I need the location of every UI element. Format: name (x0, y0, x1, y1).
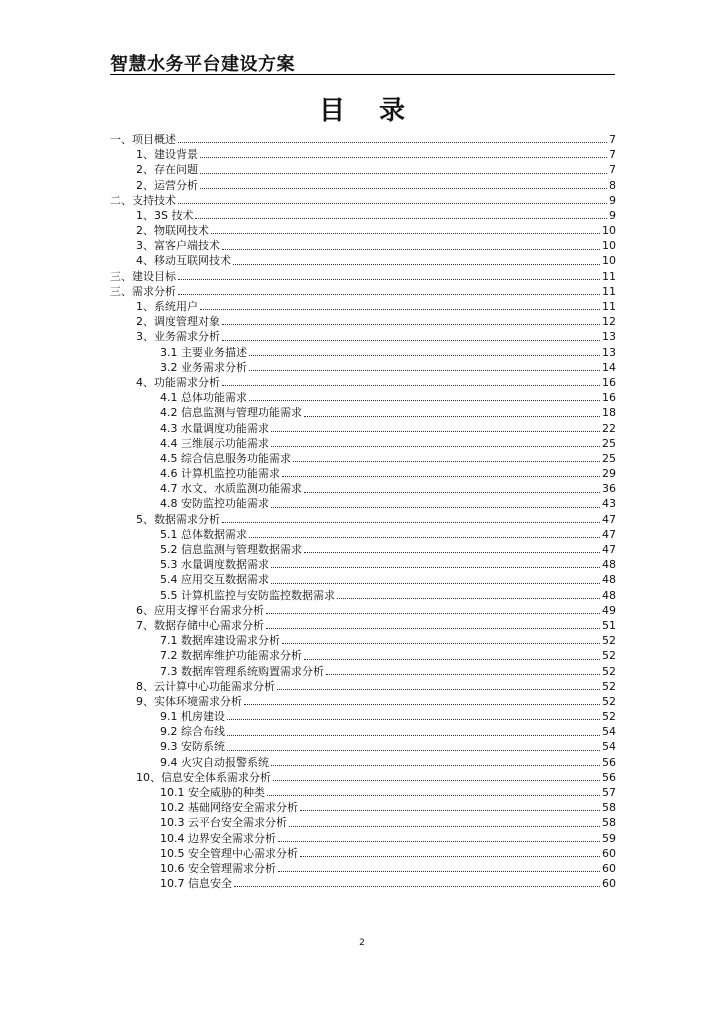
toc-entry-label: 2、调度管理对象 (136, 315, 220, 329)
toc-entry[interactable] (110, 694, 616, 709)
toc-entry[interactable] (110, 314, 616, 329)
toc-entry-page: 7 (609, 148, 616, 162)
toc-dot-leader (222, 384, 600, 386)
toc-entry[interactable] (110, 618, 616, 633)
toc-entry-page: 52 (602, 679, 616, 693)
toc-dot-leader (304, 415, 600, 417)
toc-entry-label: 1、3S 技术 (136, 208, 194, 222)
toc-entry-page: 29 (602, 467, 616, 481)
toc-entry[interactable] (110, 755, 616, 770)
toc-entry-page: 7 (609, 132, 616, 146)
toc-entry-label: 一、项目概述 (110, 132, 176, 146)
toc-entry-label: 4、功能需求分析 (136, 375, 220, 389)
toc-entry[interactable] (110, 831, 616, 846)
toc-entry-label: 三、建设目标 (110, 269, 176, 283)
toc-entry-page: 47 (602, 512, 616, 526)
toc-entry-label: 9.2 综合布线 (160, 725, 225, 739)
toc-entry[interactable] (110, 284, 616, 299)
toc-entry[interactable] (110, 421, 616, 436)
toc-entry-label: 5.4 应用交互数据需求 (160, 573, 269, 587)
toc-dot-leader (200, 156, 607, 158)
toc-entry-page: 18 (602, 406, 616, 420)
toc-dot-leader (293, 460, 600, 462)
toc-entry-page: 49 (602, 603, 616, 617)
toc-dot-leader (178, 293, 600, 295)
toc-dot-leader (326, 673, 600, 675)
toc-entry[interactable] (110, 785, 616, 800)
toc-entry-page: 10 (602, 254, 616, 268)
toc-entry-label: 3、业务需求分析 (136, 330, 220, 344)
toc-entry-label: 9.4 火灾自动报警系统 (160, 755, 269, 769)
toc-entry-page: 11 (602, 284, 616, 298)
toc-entry-page: 13 (602, 330, 616, 344)
toc-dot-leader (200, 187, 607, 189)
toc-entry-label: 4.4 三维展示功能需求 (160, 436, 269, 450)
toc-dot-leader (304, 491, 600, 493)
toc-entry[interactable] (110, 740, 616, 755)
toc-entry[interactable] (110, 269, 616, 284)
toc-entry[interactable] (110, 162, 616, 177)
toc-entry-page: 47 (602, 543, 616, 557)
toc-entry[interactable] (110, 588, 616, 603)
toc-dot-leader (266, 627, 600, 629)
toc-entry[interactable] (110, 466, 616, 481)
toc-dot-leader (222, 248, 600, 250)
toc-entry-label: 三、需求分析 (110, 284, 176, 298)
toc-entry[interactable] (110, 329, 616, 344)
toc-entry[interactable] (110, 815, 616, 830)
toc-entry-page: 48 (602, 558, 616, 572)
toc-dot-leader (227, 749, 600, 751)
toc-entry-label: 2、物联网技术 (136, 224, 209, 238)
toc-entry[interactable] (110, 497, 616, 512)
toc-entry-page: 25 (602, 436, 616, 450)
toc-entry-label: 5.2 信息监测与管理数据需求 (160, 543, 302, 557)
page-number: 2 (359, 938, 365, 948)
toc-dot-leader (200, 172, 607, 174)
toc-entry-label: 二、支持技术 (110, 193, 176, 207)
toc-dot-leader (234, 885, 600, 887)
toc-entry[interactable] (110, 557, 616, 572)
toc-entry[interactable] (110, 345, 616, 360)
toc-entry-label: 5.1 总体数据需求 (160, 527, 247, 541)
toc-entry-page: 51 (602, 618, 616, 632)
toc-entry-label: 8、云计算中心功能需求分析 (136, 679, 275, 693)
toc-entry-label: 10.3 云平台安全需求分析 (160, 816, 287, 830)
toc-entry[interactable] (110, 633, 616, 648)
toc-entry[interactable] (110, 299, 616, 314)
toc-entry-label: 7、数据存储中心需求分析 (136, 618, 264, 632)
toc-entry-page: 14 (602, 360, 616, 374)
toc-dot-leader (227, 718, 600, 720)
toc-entry-label: 10.5 安全管理中心需求分析 (160, 846, 298, 860)
toc-entry-page: 11 (602, 269, 616, 283)
toc-entry-page: 22 (602, 421, 616, 435)
toc-entry[interactable] (110, 405, 616, 420)
toc-entry[interactable] (110, 223, 616, 238)
toc-entry-page: 48 (602, 573, 616, 587)
toc-dot-leader (277, 688, 600, 690)
toc-entry-label: 3.2 业务需求分析 (160, 360, 247, 374)
toc-dot-leader (211, 232, 600, 234)
toc-dot-leader (282, 475, 600, 477)
toc-entry-page: 58 (602, 816, 616, 830)
toc-entry-page: 47 (602, 527, 616, 541)
toc-dot-leader (222, 323, 600, 325)
toc-dot-leader (271, 430, 600, 432)
toc-entry[interactable] (110, 846, 616, 861)
toc-entry-page: 11 (602, 300, 616, 314)
toc-entry-page: 13 (602, 345, 616, 359)
toc-dot-leader (304, 658, 600, 660)
toc-dot-leader (178, 278, 600, 280)
table-of-contents (110, 132, 616, 891)
toc-title: 目录 (318, 96, 439, 126)
toc-entry-label: 4.2 信息监测与管理功能需求 (160, 406, 302, 420)
toc-entry-page: 59 (602, 831, 616, 845)
toc-entry-page: 60 (602, 861, 616, 875)
toc-entry-label: 3、富客户端技术 (136, 239, 220, 253)
toc-entry[interactable] (110, 512, 616, 527)
toc-dot-leader (178, 141, 607, 143)
toc-dot-leader (271, 445, 600, 447)
toc-entry-label: 1、建设背景 (136, 148, 198, 162)
toc-entry[interactable] (110, 572, 616, 587)
toc-entry[interactable] (110, 603, 616, 618)
toc-entry-label: 4、移动互联网技术 (136, 254, 231, 268)
toc-entry[interactable] (110, 238, 616, 253)
toc-dot-leader (195, 217, 607, 219)
toc-dot-leader (271, 764, 600, 766)
toc-entry-label: 4.3 水量调度功能需求 (160, 421, 269, 435)
toc-entry-page: 7 (609, 163, 616, 177)
toc-entry-label: 9.1 机房建设 (160, 710, 225, 724)
toc-dot-leader (227, 734, 600, 736)
toc-dot-leader (200, 308, 600, 310)
toc-entry-page: 9 (609, 193, 616, 207)
toc-dot-leader (300, 855, 600, 857)
toc-entry-label: 4.5 综合信息服务功能需求 (160, 451, 291, 465)
toc-dot-leader (282, 642, 600, 644)
toc-entry-label: 7.1 数据库建设需求分析 (160, 634, 280, 648)
toc-dot-leader (222, 521, 600, 523)
toc-entry-label: 10.7 信息安全 (160, 877, 232, 891)
toc-dot-leader (249, 399, 600, 401)
toc-entry[interactable] (110, 375, 616, 390)
toc-entry-label: 3.1 主要业务描述 (160, 345, 247, 359)
toc-dot-leader (249, 536, 600, 538)
toc-entry[interactable] (110, 390, 616, 405)
toc-dot-leader (222, 339, 600, 341)
toc-entry-label: 7.2 数据库维护功能需求分析 (160, 649, 302, 663)
toc-entry-label: 9.3 安防系统 (160, 740, 225, 754)
toc-entry-page: 25 (602, 451, 616, 465)
toc-entry-label: 4.8 安防监控功能需求 (160, 497, 269, 511)
toc-entry[interactable] (110, 193, 616, 208)
toc-entry-page: 52 (602, 664, 616, 678)
toc-entry[interactable] (110, 360, 616, 375)
toc-entry-page: 12 (602, 315, 616, 329)
toc-entry-label: 4.6 计算机监控功能需求 (160, 467, 280, 481)
toc-entry-page: 52 (602, 649, 616, 663)
toc-entry-page: 57 (602, 786, 616, 800)
toc-entry-page: 43 (602, 497, 616, 511)
toc-entry-page: 54 (602, 740, 616, 754)
toc-entry-page: 10 (602, 224, 616, 238)
toc-entry-page: 48 (602, 588, 616, 602)
toc-dot-leader (289, 825, 600, 827)
toc-entry-page: 8 (609, 178, 616, 192)
toc-entry-page: 60 (602, 877, 616, 891)
toc-entry-label: 10、信息安全体系需求分析 (136, 770, 271, 784)
toc-entry[interactable] (110, 436, 616, 451)
toc-entry-page: 10 (602, 239, 616, 253)
toc-dot-leader (271, 582, 600, 584)
toc-entry-label: 5.3 水量调度数据需求 (160, 558, 269, 572)
toc-entry-label: 7.3 数据库管理系统购置需求分析 (160, 664, 324, 678)
toc-entry[interactable] (110, 451, 616, 466)
toc-dot-leader (249, 354, 600, 356)
toc-entry-page: 60 (602, 846, 616, 860)
toc-entry-label: 4.1 总体功能需求 (160, 391, 247, 405)
toc-entry[interactable] (110, 648, 616, 663)
toc-entry[interactable] (110, 664, 616, 679)
toc-entry-page: 36 (602, 482, 616, 496)
toc-entry-label: 2、存在问题 (136, 163, 198, 177)
toc-entry[interactable] (110, 132, 616, 147)
toc-entry[interactable] (110, 876, 616, 891)
toc-entry[interactable] (110, 679, 616, 694)
toc-entry-label: 2、运营分析 (136, 178, 198, 192)
toc-entry-page: 16 (602, 391, 616, 405)
toc-dot-leader (300, 809, 600, 811)
toc-dot-leader (271, 566, 600, 568)
toc-entry-label: 10.2 基础网络安全需求分析 (160, 801, 298, 815)
toc-entry-page: 52 (602, 634, 616, 648)
toc-entry[interactable] (110, 800, 616, 815)
toc-entry-label: 4.7 水文、水质监测功能需求 (160, 482, 302, 496)
toc-dot-leader (233, 263, 600, 265)
toc-entry-page: 16 (602, 375, 616, 389)
toc-dot-leader (304, 551, 600, 553)
toc-entry-label: 5.5 计算机监控与安防监控数据需求 (160, 588, 335, 602)
toc-entry-label: 9、实体环境需求分析 (136, 694, 242, 708)
toc-entry-label: 1、系统用户 (136, 300, 198, 314)
toc-entry[interactable] (110, 208, 616, 223)
toc-entry-label: 6、应用支撑平台需求分析 (136, 603, 264, 617)
toc-dot-leader (278, 870, 600, 872)
toc-entry-page: 58 (602, 801, 616, 815)
toc-entry[interactable] (110, 724, 616, 739)
document-header-title: 智慧水务平台建设方案 (110, 54, 295, 75)
toc-entry[interactable] (110, 254, 616, 269)
toc-entry-page: 56 (602, 755, 616, 769)
toc-entry-label: 10.4 边界安全需求分析 (160, 831, 276, 845)
toc-dot-leader (249, 369, 600, 371)
toc-entry[interactable] (110, 147, 616, 162)
toc-dot-leader (273, 779, 600, 781)
toc-dot-leader (278, 840, 600, 842)
toc-entry-label: 10.1 安全威胁的种类 (160, 786, 265, 800)
toc-dot-leader (266, 612, 600, 614)
toc-entry[interactable] (110, 178, 616, 193)
toc-entry[interactable] (110, 770, 616, 785)
toc-entry-page: 56 (602, 770, 616, 784)
toc-dot-leader (337, 597, 600, 599)
header-divider (110, 74, 615, 75)
toc-entry[interactable] (110, 542, 616, 557)
toc-entry-label: 10.6 安全管理需求分析 (160, 861, 276, 875)
toc-entry-page: 54 (602, 725, 616, 739)
toc-entry-label: 5、数据需求分析 (136, 512, 220, 526)
toc-entry[interactable] (110, 481, 616, 496)
toc-dot-leader (271, 506, 600, 508)
toc-dot-leader (178, 202, 607, 204)
toc-entry-page: 52 (602, 710, 616, 724)
toc-dot-leader (267, 794, 600, 796)
toc-entry-page: 9 (609, 208, 616, 222)
toc-dot-leader (244, 703, 600, 705)
toc-entry[interactable] (110, 861, 616, 876)
toc-entry-page: 52 (602, 694, 616, 708)
toc-entry[interactable] (110, 527, 616, 542)
toc-entry[interactable] (110, 709, 616, 724)
